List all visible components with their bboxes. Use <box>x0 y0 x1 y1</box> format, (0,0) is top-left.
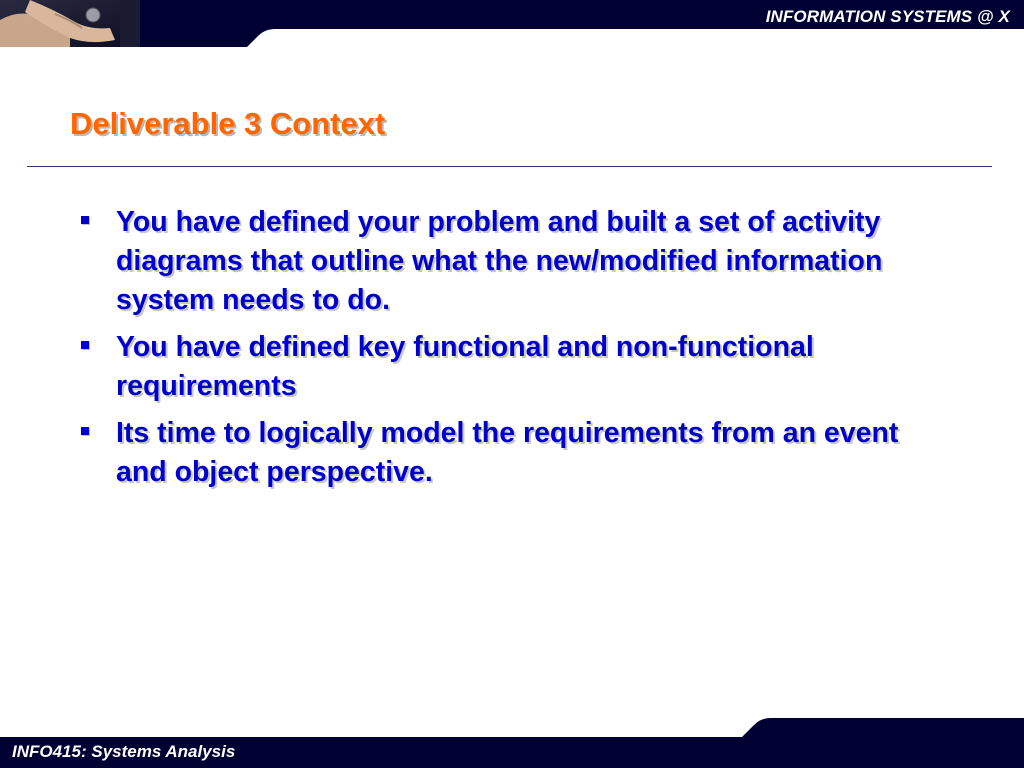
bullet-item <box>76 203 946 320</box>
footer-course-title: INFO415: Systems Analysis <box>12 742 236 761</box>
handshake-photo-icon <box>0 0 140 47</box>
title-divider <box>27 166 992 167</box>
bullet-text: You have defined key functional and non-functional requirements <box>116 331 814 402</box>
bullet-list <box>76 203 946 500</box>
square-bullet-icon <box>81 427 89 435</box>
bullet-text: You have defined your problem and built a set of activity diagrams that outline what the new/modified information system needs to do. <box>116 206 883 316</box>
header-title: INFORMATION SYSTEMS @ X <box>765 7 1010 26</box>
header-band <box>0 0 1024 47</box>
bullet-item <box>76 328 946 406</box>
square-bullet-icon <box>81 216 89 224</box>
slide-title: Deliverable 3 Context <box>70 106 386 141</box>
square-bullet-icon <box>81 341 89 349</box>
bullet-item <box>76 414 946 492</box>
footer-band <box>0 718 1024 768</box>
bullet-text: Its time to logically model the requirements from an event and object perspective. <box>116 417 899 488</box>
